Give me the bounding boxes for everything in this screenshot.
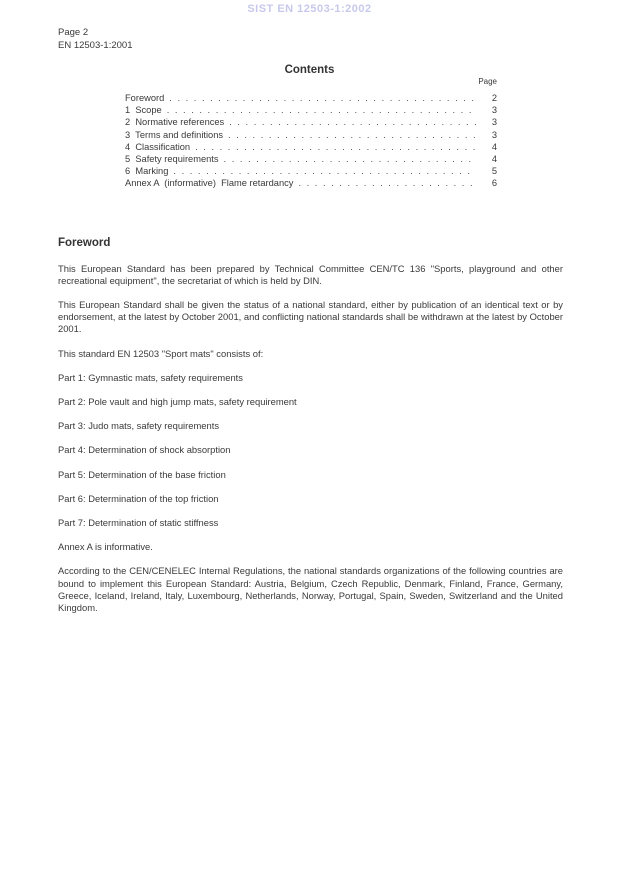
table-of-contents xyxy=(125,92,497,190)
toc-entry xyxy=(125,153,497,165)
part-list-item: Part 5: Determination of the base friction xyxy=(58,468,226,480)
foreword-paragraph: According to the CEN/CENELEC Internal Regulations, the national standards organizations of the following countries are bound to implement this European Standard: Austria, Belgium, Czech Republic, Denmark, Finland, France, Germany, Greece, Iceland, Ireland, Italy, Luxembourg, Netherlands, Norway, Portugal, Spain, Sweden, Switzerland and the United Kingdom. xyxy=(58,565,563,614)
toc-entry-label: 5 Safety requirements xyxy=(125,154,219,165)
part-list-item: Part 7: Determination of static stiffness xyxy=(58,517,219,529)
page-header xyxy=(58,26,619,52)
toc-dot-leader xyxy=(195,141,476,153)
toc-entry-label: 6 Marking xyxy=(125,166,169,177)
toc-page-number: 5 xyxy=(491,166,497,177)
toc-dot-leader xyxy=(224,153,476,165)
toc-page-number: 3 xyxy=(491,105,497,116)
part-list-item: Part 6: Determination of the top friction xyxy=(58,492,219,504)
toc-page-number: 6 xyxy=(491,178,497,189)
toc-entry-label: 1 Scope xyxy=(125,105,162,116)
foreword-paragraph: This standard EN 12503 "Sport mats" consists of: xyxy=(58,347,264,359)
toc-entry xyxy=(125,104,497,116)
toc-entry xyxy=(125,177,497,189)
toc-entry xyxy=(125,116,497,128)
contents-heading: Contents xyxy=(284,64,335,76)
part-list-item: Part 1: Gymnastic mats, safety requirements xyxy=(58,371,243,383)
toc-entry xyxy=(125,92,497,104)
page-number-label: Page 2 xyxy=(58,27,89,38)
toc-dot-leader xyxy=(229,116,476,128)
part-list-item: Part 3: Judo mats, safety requirements xyxy=(58,420,220,432)
foreword-paragraph: This European Standard has been prepared by Technical Committee CEN/TC 136 "Sports, playground and other recreational equipment", the secretariat of which is held by DIN. xyxy=(58,262,563,286)
toc-entry-label: 4 Classification xyxy=(125,141,191,152)
toc-entry-label: Foreword xyxy=(125,93,165,103)
toc-entry-label: 2 Normative references xyxy=(125,117,225,128)
toc-dot-leader xyxy=(228,129,476,141)
foreword-body xyxy=(58,263,563,615)
toc-dot-leader xyxy=(173,165,476,177)
part-list-item: Part 4: Determination of shock absorption xyxy=(58,444,231,456)
foreword-paragraph: This European Standard shall be given the status of a national standard, either by publication of an identical text or by endorsement, at the latest by October 2001, and conflicting national standards shall be withdrawn at the latest by October 2001. xyxy=(58,299,563,335)
standard-reference: EN 12503-1:2001 xyxy=(58,40,133,51)
toc-entry xyxy=(125,129,497,141)
toc-page-number: 4 xyxy=(491,154,497,165)
foreword-heading: Foreword xyxy=(58,236,111,249)
toc-dot-leader xyxy=(169,92,476,104)
toc-entry xyxy=(125,141,497,153)
toc-page-number: 3 xyxy=(491,117,497,128)
toc-entry-label: Annex A (informative) Flame retardancy xyxy=(125,178,294,189)
toc-dot-leader xyxy=(298,177,476,189)
toc-page-column-label: Page xyxy=(478,77,497,86)
standard-watermark: SIST EN 12503-1:2002 xyxy=(247,3,372,15)
foreword-paragraph: Annex A is informative. xyxy=(58,541,153,553)
toc-dot-leader xyxy=(167,104,476,116)
toc-entry-label: 3 Terms and definitions xyxy=(125,129,224,140)
toc-page-number: 4 xyxy=(491,141,497,152)
toc-page-number: 2 xyxy=(491,93,497,103)
toc-page-number: 3 xyxy=(491,129,497,140)
toc-entry xyxy=(125,165,497,177)
part-list-item: Part 2: Pole vault and high jump mats, safety requirement xyxy=(58,396,297,408)
